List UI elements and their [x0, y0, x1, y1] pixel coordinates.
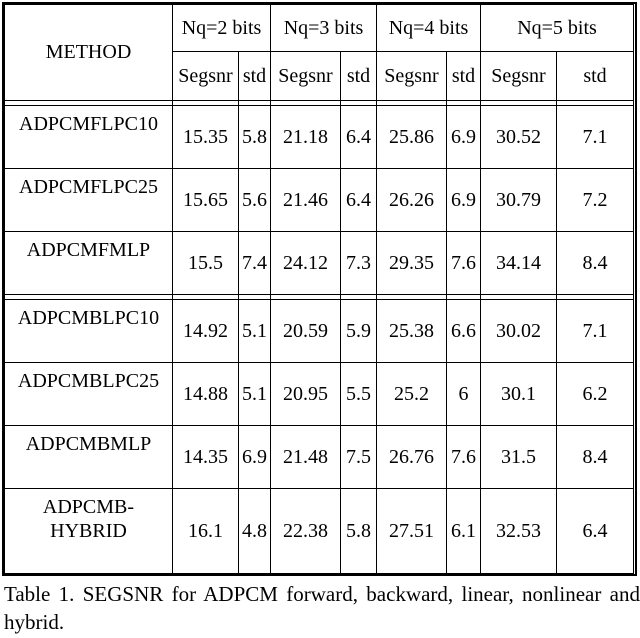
value-cell: 29.35	[377, 232, 447, 295]
value-cell: 30.02	[481, 300, 557, 363]
table-row	[5, 489, 634, 574]
value-cell: 14.92	[173, 300, 239, 363]
value-cell: 15.5	[173, 232, 239, 295]
value-cell: 8.4	[557, 232, 634, 295]
value-cell: 22.38	[271, 489, 341, 574]
method-line: ADPCMB-	[42, 496, 135, 518]
value-cell: 34.14	[481, 232, 557, 295]
value-cell: 14.35	[173, 426, 239, 489]
value-cell: 5.8	[341, 489, 377, 574]
sub-header: Segsnr	[481, 52, 557, 101]
value-cell: 31.5	[481, 426, 557, 489]
value-cell: 5.6	[239, 169, 271, 232]
value-cell: 6.9	[447, 106, 481, 169]
group-header-nq2: Nq=2 bits	[173, 5, 271, 52]
value-cell: 7.2	[557, 169, 634, 232]
value-cell: 32.53	[481, 489, 557, 574]
method-cell	[5, 489, 173, 574]
value-cell: 30.52	[481, 106, 557, 169]
group-header-nq4: Nq=4 bits	[377, 5, 481, 52]
method-cell: ADPCMFLPC25	[5, 169, 173, 232]
sub-header: Segsnr	[271, 52, 341, 101]
value-cell: 8.4	[557, 426, 634, 489]
sub-header: std	[341, 52, 377, 101]
value-cell: 6.4	[341, 106, 377, 169]
value-cell: 30.79	[481, 169, 557, 232]
value-cell: 6.4	[557, 489, 634, 574]
value-cell: 15.65	[173, 169, 239, 232]
method-line: HYBRID	[50, 520, 127, 542]
value-cell: 5.1	[239, 300, 271, 363]
value-cell: 30.1	[481, 363, 557, 426]
value-cell: 15.35	[173, 106, 239, 169]
value-cell: 7.6	[447, 232, 481, 295]
method-cell: ADPCMFLPC10	[5, 106, 173, 169]
value-cell: 6.4	[341, 169, 377, 232]
method-cell: ADPCMBMLP	[5, 426, 173, 489]
value-cell: 6.6	[447, 300, 481, 363]
value-cell: 25.2	[377, 363, 447, 426]
value-cell: 20.95	[271, 363, 341, 426]
value-cell: 7.3	[341, 232, 377, 295]
value-cell: 21.18	[271, 106, 341, 169]
value-cell: 7.5	[341, 426, 377, 489]
value-cell: 5.8	[239, 106, 271, 169]
value-cell: 5.1	[239, 363, 271, 426]
method-cell: ADPCMFMLP	[5, 232, 173, 295]
value-cell: 26.76	[377, 426, 447, 489]
table-row	[5, 426, 634, 489]
value-cell: 4.8	[239, 489, 271, 574]
value-cell: 6.1	[447, 489, 481, 574]
value-cell: 6	[447, 363, 481, 426]
sub-header: Segsnr	[377, 52, 447, 101]
value-cell: 5.9	[341, 300, 377, 363]
value-cell: 21.48	[271, 426, 341, 489]
sub-header: std	[447, 52, 481, 101]
sub-header: Segsnr	[173, 52, 239, 101]
value-cell: 7.6	[447, 426, 481, 489]
method-cell: ADPCMBLPC25	[5, 363, 173, 426]
value-cell: 26.26	[377, 169, 447, 232]
value-cell: 7.4	[239, 232, 271, 295]
table-caption: Table 1. SEGSNR for ADPCM forward, backward, linear, nonlinear and hybrid.	[4, 582, 640, 634]
value-cell: 16.1	[173, 489, 239, 574]
method-cell: ADPCMBLPC10	[5, 300, 173, 363]
value-cell: 6.2	[557, 363, 634, 426]
table-row	[5, 300, 634, 363]
table-row	[5, 363, 634, 426]
table-row	[5, 232, 634, 295]
value-cell: 14.88	[173, 363, 239, 426]
group-header-nq3: Nq=3 bits	[271, 5, 377, 52]
table-row	[5, 106, 634, 169]
value-cell: 6.9	[447, 169, 481, 232]
value-cell: 20.59	[271, 300, 341, 363]
group-header-nq5: Nq=5 bits	[481, 5, 634, 52]
segsnr-table	[4, 4, 634, 574]
method-header: METHOD	[5, 5, 173, 101]
value-cell: 7.1	[557, 106, 634, 169]
value-cell: 5.5	[341, 363, 377, 426]
value-cell: 6.9	[239, 426, 271, 489]
sub-header: std	[557, 52, 634, 101]
value-cell: 7.1	[557, 300, 634, 363]
value-cell: 27.51	[377, 489, 447, 574]
value-cell: 25.38	[377, 300, 447, 363]
value-cell: 21.46	[271, 169, 341, 232]
sub-header: std	[239, 52, 271, 101]
table-row	[5, 169, 634, 232]
value-cell: 25.86	[377, 106, 447, 169]
value-cell: 24.12	[271, 232, 341, 295]
